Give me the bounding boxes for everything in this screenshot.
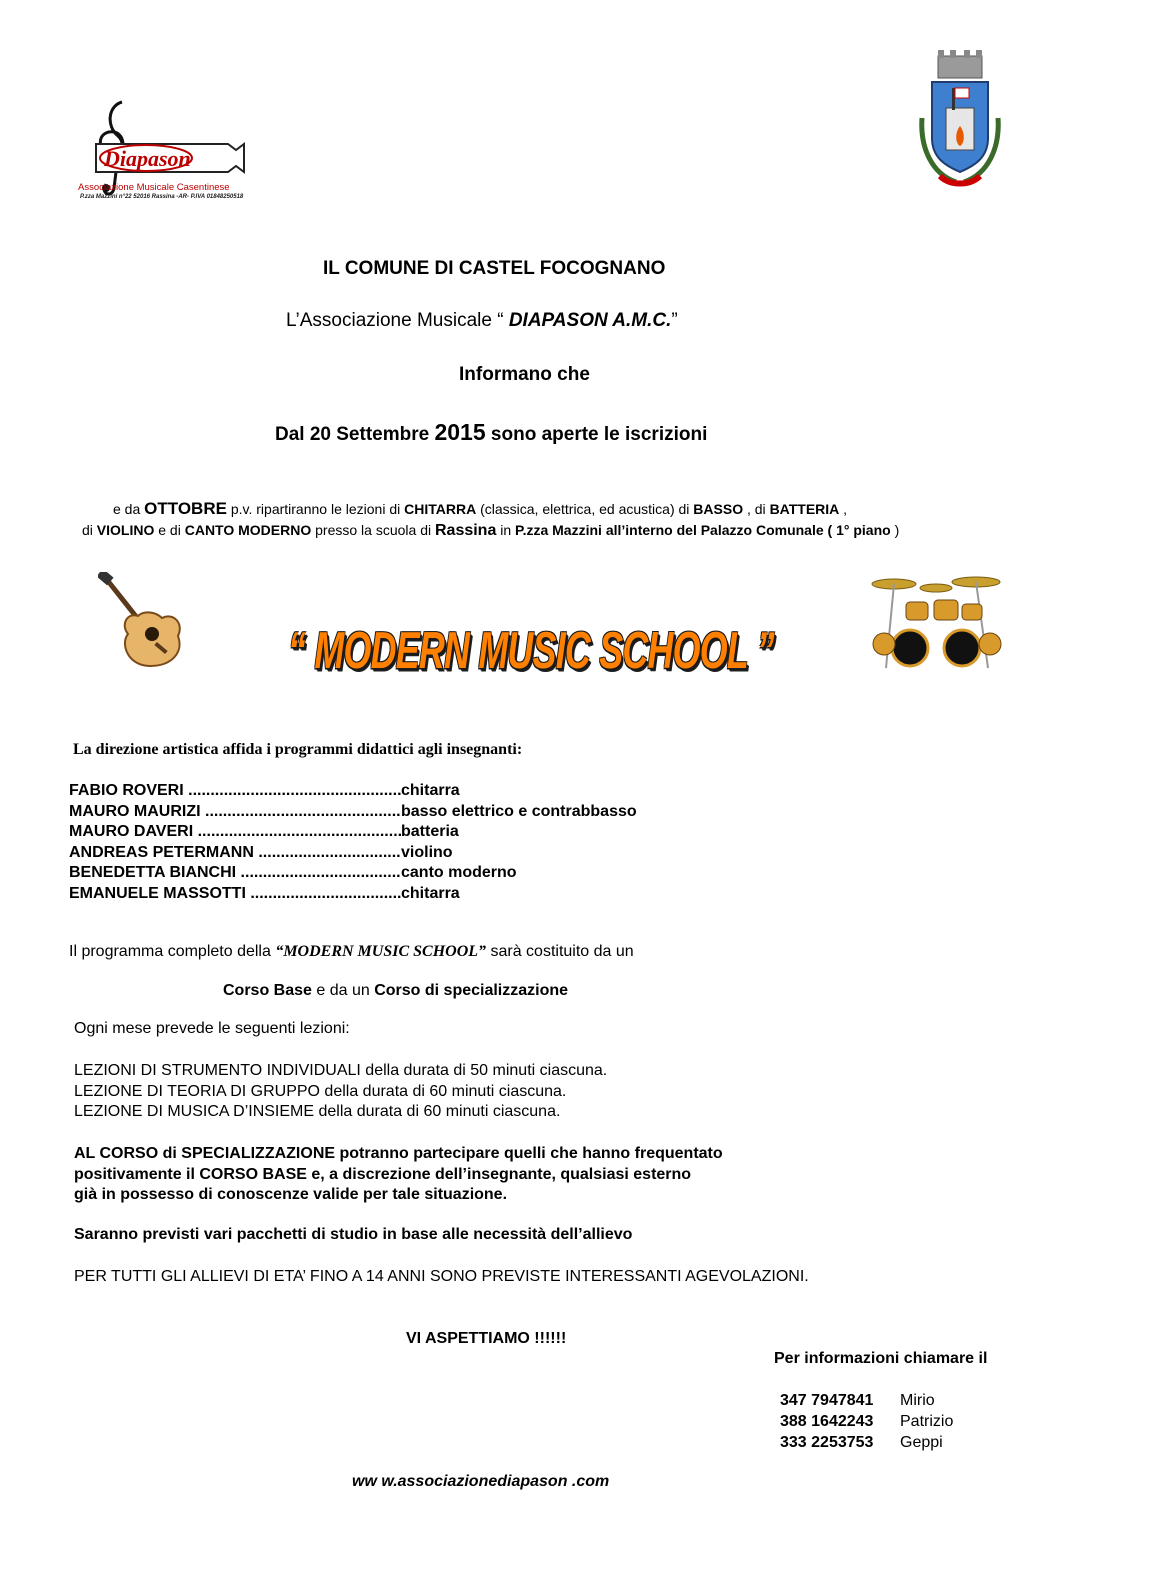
- lesson-duration: della durata di 50 minuti ciascuna.: [360, 1062, 608, 1079]
- spec-line: già in possesso di conoscenze valide per tale situazione.: [74, 1186, 508, 1203]
- association-line: [286, 310, 678, 332]
- ann-text: , di: [743, 501, 770, 517]
- specialization-course: Corso di specializzazione: [374, 982, 569, 999]
- school-banner-title: “ MODERN MUSIC SCHOOL ”: [288, 621, 774, 680]
- teacher-name: MAURO MAURIZI .....: [69, 802, 401, 823]
- coat-of-arms-icon: [918, 48, 1002, 194]
- discount-note: PER TUTTI GLI ALLIEVI DI ETA’ FINO A 14 ANNI SONO PREVISTE INTERESSANTI AGEVOLAZIONI.: [74, 1268, 809, 1285]
- teacher-instrument: basso elettrico e contrabbasso: [401, 802, 637, 820]
- teacher-name: BENEDETTA BIANCHI .....: [69, 863, 401, 884]
- logo-name: Diapason: [104, 146, 191, 171]
- contact-name: Patrizio: [900, 1413, 954, 1430]
- announcement-line-1: [113, 499, 847, 519]
- acoustic-guitar-icon: [98, 572, 186, 670]
- contact-row: [780, 1432, 953, 1453]
- teacher-name: MAURO DAVERI .....: [69, 822, 401, 843]
- ann-october: OTTOBRE: [144, 499, 227, 518]
- lesson-type: LEZIONI DI STRUMENTO INDIVIDUALI: [74, 1062, 361, 1079]
- lesson-item: [74, 1102, 607, 1123]
- teacher-name: FABIO ROVERI .....: [69, 781, 401, 802]
- logo-subtitle: Associazione Musicale Casentinese: [78, 182, 230, 193]
- spec-line: AL CORSO di SPECIALIZZAZIONE potranno partecipare quelli che hanno frequentato: [74, 1145, 723, 1162]
- contact-name: Geppi: [900, 1434, 943, 1451]
- announcement-line-2: [82, 522, 899, 540]
- program-text: sarà costituito da un: [486, 943, 634, 960]
- program-line-2: [223, 982, 568, 1000]
- teacher-row: [69, 802, 637, 823]
- lesson-item: [74, 1061, 607, 1082]
- info-heading: Per informazioni chiamare il: [774, 1350, 988, 1367]
- ann-text: (classica, elettrica, ed acustica) di: [476, 501, 694, 517]
- association-prefix: L’Associazione Musicale “: [286, 310, 509, 331]
- program-school-name: “MODERN MUSIC SCHOOL”: [275, 943, 487, 960]
- teacher-instrument: chitarra: [401, 782, 460, 799]
- packages-note: Saranno previsti vari pacchetti di studio in base alle necessità dell’allievo: [74, 1226, 633, 1243]
- ann-text: in: [496, 522, 516, 538]
- spec-line: positivamente il CORSO BASE e, a discrezione dell’insegnante, qualsiasi esterno: [74, 1165, 692, 1183]
- contact-row: [780, 1390, 953, 1411]
- teacher-row: [69, 822, 637, 843]
- contact-name: Mirio: [900, 1392, 935, 1409]
- contact-phone[interactable]: 388 1642243: [780, 1413, 874, 1430]
- teacher-name: EMANUELE MASSOTTI .....: [69, 884, 401, 905]
- program-line-1: [69, 943, 634, 961]
- monthly-lessons-intro: Ogni mese prevede le seguenti lezioni:: [74, 1020, 350, 1037]
- teacher-row: [69, 884, 637, 905]
- lesson-duration: della durata di 60 minuti ciascuna.: [314, 1103, 561, 1120]
- contacts-list: [780, 1390, 953, 1453]
- lessons-list: [74, 1061, 607, 1123]
- ann-location: P.zza Mazzini all’interno del Palazzo Comunale ( 1° piano: [515, 522, 891, 538]
- program-text: e da un: [311, 982, 375, 999]
- teacher-row: [69, 863, 637, 884]
- lesson-duration: della durata di 60 minuti ciascuna.: [319, 1082, 567, 1100]
- specialization-paragraph: [74, 1144, 723, 1206]
- registration-line: [275, 419, 707, 446]
- logo-address: P.zza Mazzini n°22 52016 Rassina -AR- P.IVA 01848250518: [80, 194, 244, 200]
- registration-year: 2015: [434, 419, 486, 445]
- program-text: Il programma completo della: [69, 943, 276, 960]
- association-name: DIAPASON A.M.C.: [508, 310, 672, 331]
- ann-text: ): [890, 522, 900, 538]
- drum-kit-icon: [864, 572, 1008, 672]
- teacher-instrument: canto moderno: [401, 864, 517, 881]
- page-title: IL COMUNE DI CASTEL FOCOGNANO: [323, 258, 666, 279]
- ann-violin: VIOLINO: [96, 522, 155, 538]
- teacher-instrument: chitarra: [401, 884, 460, 902]
- teachers-heading: La direzione artistica affida i programmi didattici agli insegnanti:: [73, 741, 523, 758]
- teacher-name: ANDREAS PETERMANN .....: [69, 843, 401, 864]
- ann-drums: BATTERIA: [769, 501, 840, 517]
- lesson-item: [74, 1082, 607, 1103]
- ann-guitar: CHITARRA: [404, 501, 477, 517]
- teacher-instrument: violino: [401, 843, 453, 861]
- ann-text: di: [82, 522, 97, 538]
- ann-text: presso la scuola di: [311, 522, 435, 538]
- diapason-logo: [78, 96, 250, 204]
- registration-date: Dal 20 Settembre: [275, 424, 435, 445]
- lesson-type: LEZIONE DI TEORIA DI GRUPPO: [74, 1082, 320, 1100]
- contact-phone[interactable]: 333 2253753: [780, 1434, 874, 1451]
- ann-text: ,: [839, 501, 848, 517]
- contact-row: [780, 1411, 953, 1432]
- ann-text: e di: [154, 522, 185, 538]
- ann-bass: BASSO: [693, 501, 744, 517]
- association-suffix: ”: [671, 310, 678, 331]
- ann-text: e da: [113, 501, 145, 517]
- registration-text: sono aperte le iscrizioni: [485, 424, 708, 445]
- teachers-list: [69, 781, 637, 904]
- closing-line: VI ASPETTIAMO !!!!!!: [406, 1330, 567, 1347]
- ann-text: p.v. ripartiranno le lezioni di: [226, 501, 405, 517]
- inform-line: Informano che: [459, 364, 590, 385]
- teacher-row: [69, 781, 637, 802]
- lesson-type: LEZIONE DI MUSICA D’INSIEME: [74, 1103, 315, 1120]
- website-link[interactable]: ww w.associazionediapason .com: [352, 1473, 610, 1490]
- ann-rassina: Rassina: [434, 522, 497, 539]
- base-course: Corso Base: [223, 982, 312, 999]
- teacher-instrument: batteria: [401, 823, 459, 840]
- teacher-row: [69, 843, 637, 864]
- contact-phone[interactable]: 347 7947841: [780, 1392, 874, 1409]
- ann-singing: CANTO MODERNO: [184, 522, 312, 538]
